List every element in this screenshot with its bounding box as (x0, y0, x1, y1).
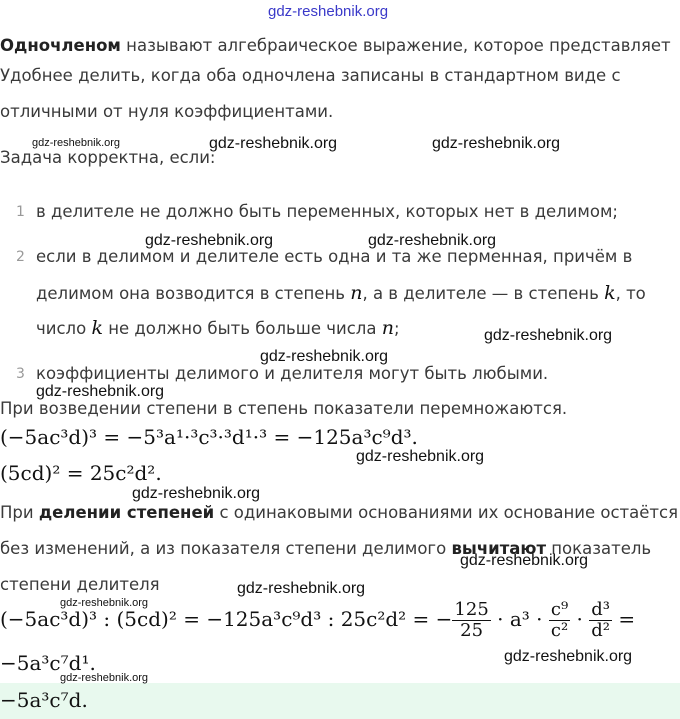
numerator: d³ (591, 599, 610, 620)
text: , то (615, 284, 646, 303)
intro-line-3: отличными от нуля коэффициентами. (0, 102, 334, 121)
watermark: gdz-reshebnik.org (145, 232, 274, 249)
watermark: gdz-reshebnik.org (209, 135, 338, 152)
eq3-left: (−5ac³d)³ : (5cd)² = −125a³c⁹d³ : 25c²d² = − (0, 607, 453, 631)
fraction-d (589, 600, 612, 641)
equation-3-continued: −5a³c⁷d¹. (0, 651, 96, 675)
text: с одинаковыми основаниями их основание остаётся (214, 503, 679, 522)
intro-line-2: Удобнее делить, когда оба одночлена записаны в стандартном виде с (0, 66, 621, 85)
variable-k: k (604, 282, 616, 304)
text: , а в делителе — в степень (362, 284, 605, 303)
watermark: gdz-reshebnik.org (60, 672, 149, 684)
watermark: gdz-reshebnik.org (460, 552, 589, 569)
variable-k: k (91, 317, 103, 339)
equation-1: (−5ac³d)³ = −5³a¹·³c³·³d¹·³ = −125a³c⁹d³. (0, 425, 418, 449)
list-number: 2 (16, 249, 25, 265)
watermark: gdz-reshebnik.org (32, 137, 121, 149)
watermark: gdz-reshebnik.org (60, 597, 149, 609)
numerator: 125 (454, 599, 489, 620)
term-division: делении степеней (38, 503, 215, 522)
watermark: gdz-reshebnik.org (368, 232, 497, 249)
text: делимом она возводится в степень (36, 284, 351, 303)
division-rule-line-3: степени делителя (0, 575, 160, 594)
text: ; (393, 319, 400, 338)
watermark: gdz-reshebnik.org (432, 135, 561, 152)
condition-2-line-3 (36, 317, 400, 339)
intro-line-1-text: называют алгебраическое выражение, которое представляет (120, 36, 671, 55)
answer: −5a³c⁷d. (0, 688, 88, 712)
intro-line-1 (0, 36, 671, 55)
condition-1: в делителе не должно быть переменных, которых нет в делимом; (36, 202, 618, 221)
condition-2-line-1: если в делимом и делителе есть одна и та же перменная, причём в (36, 247, 633, 266)
eq3-mid: · a³ · (490, 607, 549, 631)
list-number: 3 (16, 366, 25, 382)
text: число (36, 319, 92, 338)
answer-highlight (0, 683, 680, 719)
fraction-coef (452, 600, 490, 641)
task-condition: Задача корректна, если: (0, 148, 216, 167)
denominator: d² (591, 620, 610, 641)
list-number: 1 (16, 204, 25, 220)
eq3-mid: · (570, 607, 590, 631)
variable-n: n (350, 282, 363, 304)
variable-n: n (381, 317, 394, 339)
watermark: gdz-reshebnik.org (356, 448, 485, 465)
division-rule-line-1 (0, 503, 678, 522)
denominator: 25 (452, 620, 490, 641)
eq3-end: = (612, 607, 636, 631)
watermark: gdz-reshebnik.org (237, 580, 366, 597)
watermark-top: gdz-reshebnik.org (268, 3, 389, 20)
condition-2-line-2 (36, 282, 646, 304)
text: При (0, 503, 39, 522)
watermark: gdz-reshebnik.org (484, 327, 613, 344)
fraction-c (549, 600, 570, 641)
watermark: gdz-reshebnik.org (132, 485, 261, 502)
watermark: gdz-reshebnik.org (504, 648, 633, 665)
condition-3: коэффициенты делимого и делителя могут быть любыми. (36, 364, 549, 383)
power-rule: При возведении степени в степень показатели перемножаются. (0, 399, 568, 418)
denominator: c² (550, 620, 569, 641)
equation-3 (0, 600, 635, 641)
term-subtract: вычитают (451, 539, 547, 558)
text: показатель (546, 539, 652, 558)
equation-2: (5cd)² = 25c²d². (0, 461, 162, 485)
numerator: c⁹ (550, 599, 569, 620)
watermark: gdz-reshebnik.org (260, 348, 389, 365)
watermark: gdz-reshebnik.org (36, 383, 165, 400)
text: не должно быть больше числа (102, 319, 382, 338)
term-monomial: Одночленом (0, 36, 121, 55)
text: без изменений, а из показателя степени делимого (0, 539, 452, 558)
